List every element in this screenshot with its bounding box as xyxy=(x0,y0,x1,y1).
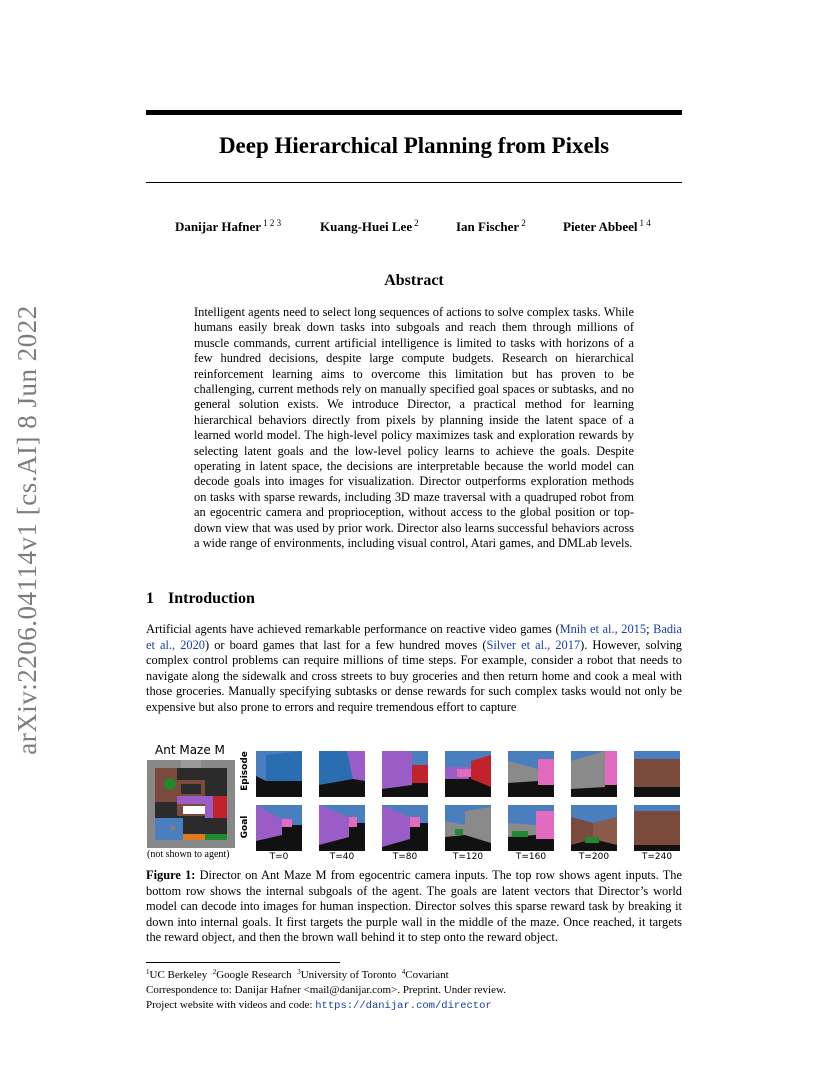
caption-label: Figure 1: xyxy=(146,868,196,882)
maze-wall xyxy=(147,760,155,848)
episode-frame xyxy=(319,751,365,797)
affiliation: Covariant xyxy=(405,969,449,981)
figure-caption xyxy=(146,868,682,946)
author-name: Ian Fischer xyxy=(456,219,520,234)
author-name: Danijar Hafner xyxy=(175,219,262,234)
affiliation: Google Research xyxy=(216,969,292,981)
intro-text: ; xyxy=(646,622,654,636)
citation-link[interactable]: Badia et al., 2020 xyxy=(146,622,682,652)
title-rule-bottom xyxy=(146,182,682,183)
citation-link[interactable]: Mnih et al., 2015 xyxy=(559,622,647,636)
timestep-label: T=0 xyxy=(269,852,289,862)
maze-green-wall xyxy=(205,834,227,840)
title-rule-top xyxy=(146,110,682,115)
episode-frame xyxy=(445,751,491,797)
author-name: Pieter Abbeel xyxy=(563,219,638,234)
not-shown-note: (not shown to agent) xyxy=(147,849,230,860)
abstract-text: Intelligent agents need to select long sequences of actions to solve complex tasks. While humans easily break down tasks into subgoals and reach them through millions of muscle commands, current artificial intelligence is limited to tasks with horizons of a few hundred decisions, despite large compute budgets. Research on hierarchical reinforcement learning aims to overcome this limitation but has proven to be challenging, current methods rely on manually specified goal spaces or subtasks, and no general solution exists. We introduce Director, a practical method for learning hierarchical behaviors directly from pixels by planning inside the latent space of a learned world model. The high-level policy maximizes task and exploration rewards by selecting latent goals and the low-level policy learns to achieve the goals. Despite operating in latent space, the decisions are interpretable because the world model can decode goals into images for visualization. Director outperforms exploration methods on tasks with sparse rewards, including 3D maze traversal with a quadruped robot from an egocentric camera and proprioception, without access to the global position or top-down view that was used by prior work. Director also learns successful behaviors across a wide range of environments, including visual control, Atari games, and DMLab levels. xyxy=(194,305,634,551)
row-label-episode: Episode xyxy=(240,751,250,791)
website-prefix: Project website with videos and code: xyxy=(146,999,316,1011)
caption-text: Director on Ant Maze M from egocentric camera inputs. The top row shows agent inputs. The bottom row shows the internal subgoals of the agent. The goals are latent vectors that Director’s world model can decode into images for human inspection. Director solves this sparse reward task by breaking it down into internal goals. It first targets the purple wall in the middle of the maze. Once reached, it targets the reward object, and then the brown wall behind it to step onto the reward object. xyxy=(146,868,683,945)
paper-title: Deep Hierarchical Planning from Pixels xyxy=(218,133,610,158)
affiliation: University of Toronto xyxy=(300,969,397,981)
episode-frame xyxy=(382,751,428,797)
timestep-label: T=40 xyxy=(329,852,355,862)
episode-frame xyxy=(256,751,302,797)
reward-object-icon xyxy=(164,778,176,790)
author xyxy=(563,218,651,235)
timestep-label: T=120 xyxy=(452,852,484,862)
website-line xyxy=(146,998,506,1014)
arxiv-stamp: arXiv:2206.04114v1 [cs.AI] 8 Jun 2022 xyxy=(12,305,42,755)
footnote-rule xyxy=(146,962,340,963)
author xyxy=(456,218,526,235)
goal-frame xyxy=(571,805,617,851)
timestep-label: T=160 xyxy=(515,852,547,862)
author-affiliation: 2 xyxy=(414,218,419,228)
maze-label: Ant Maze M xyxy=(155,743,225,757)
maze-map xyxy=(147,760,235,848)
agent-start-icon: × xyxy=(169,824,177,834)
maze-white-wall xyxy=(183,806,205,814)
author xyxy=(175,218,281,235)
abstract-heading: Abstract xyxy=(384,272,444,289)
episode-frame xyxy=(634,751,680,797)
maze-wall xyxy=(227,760,235,848)
author-affiliation: 2 xyxy=(521,218,526,228)
episode-frame xyxy=(571,751,617,797)
author-name: Kuang-Huei Lee xyxy=(320,219,413,234)
timestep-label: T=200 xyxy=(578,852,610,862)
maze-red-wall xyxy=(213,796,227,818)
goal-frame xyxy=(382,805,428,851)
goal-frame xyxy=(445,805,491,851)
maze-wall xyxy=(147,840,235,848)
intro-text: ). However, solving complex control problems can require millions of time steps. For example, consider a robot that needs to navigate along the sidewalk and cross streets to buy groceries and then return home and cook a meal with those groceries. Manually specifying subtasks or dense rewards for such complex tasks would not only be expensive but also prone to errors and require tremendous effort to capture xyxy=(146,637,682,714)
timestep-label: T=80 xyxy=(392,852,418,862)
goal-frame xyxy=(319,805,365,851)
intro-text: ) or board games that last for a few hundred moves ( xyxy=(205,637,487,652)
maze-wall xyxy=(181,760,201,768)
author-affiliation: 1 2 3 xyxy=(263,218,282,228)
citation-link[interactable]: Silver et al., 2017 xyxy=(486,637,581,652)
goal-frame xyxy=(634,805,680,851)
author xyxy=(320,218,419,235)
maze-corridor xyxy=(181,784,201,794)
affiliations-line: $^1$UC Berkeley $^2$Google Research $^3$University of Toronto $^4$Covariant xyxy=(146,968,449,981)
footnotes xyxy=(146,965,506,1014)
episode-frame xyxy=(508,751,554,797)
maze-orange-wall xyxy=(183,834,205,840)
goal-frame xyxy=(256,805,302,851)
website-link[interactable]: https://danijar.com/director xyxy=(315,1000,492,1012)
section-title: Introduction xyxy=(168,590,255,607)
correspondence-line: Correspondence to: Danijar Hafner <mail@danijar.com>. Preprint. Under review. xyxy=(146,984,506,996)
row-label-goal: Goal xyxy=(240,815,250,839)
section-heading xyxy=(146,590,255,608)
maze-purple-wall xyxy=(205,796,213,818)
affiliation: UC Berkeley xyxy=(149,969,208,981)
intro-paragraph xyxy=(146,622,682,716)
goal-frame xyxy=(508,805,554,851)
author-affiliation: 1 4 xyxy=(639,218,651,228)
timestep-label: T=240 xyxy=(641,852,673,862)
intro-text: Artificial agents have achieved remarkable performance on reactive video games ( xyxy=(146,622,560,636)
section-number: 1 xyxy=(146,590,154,607)
